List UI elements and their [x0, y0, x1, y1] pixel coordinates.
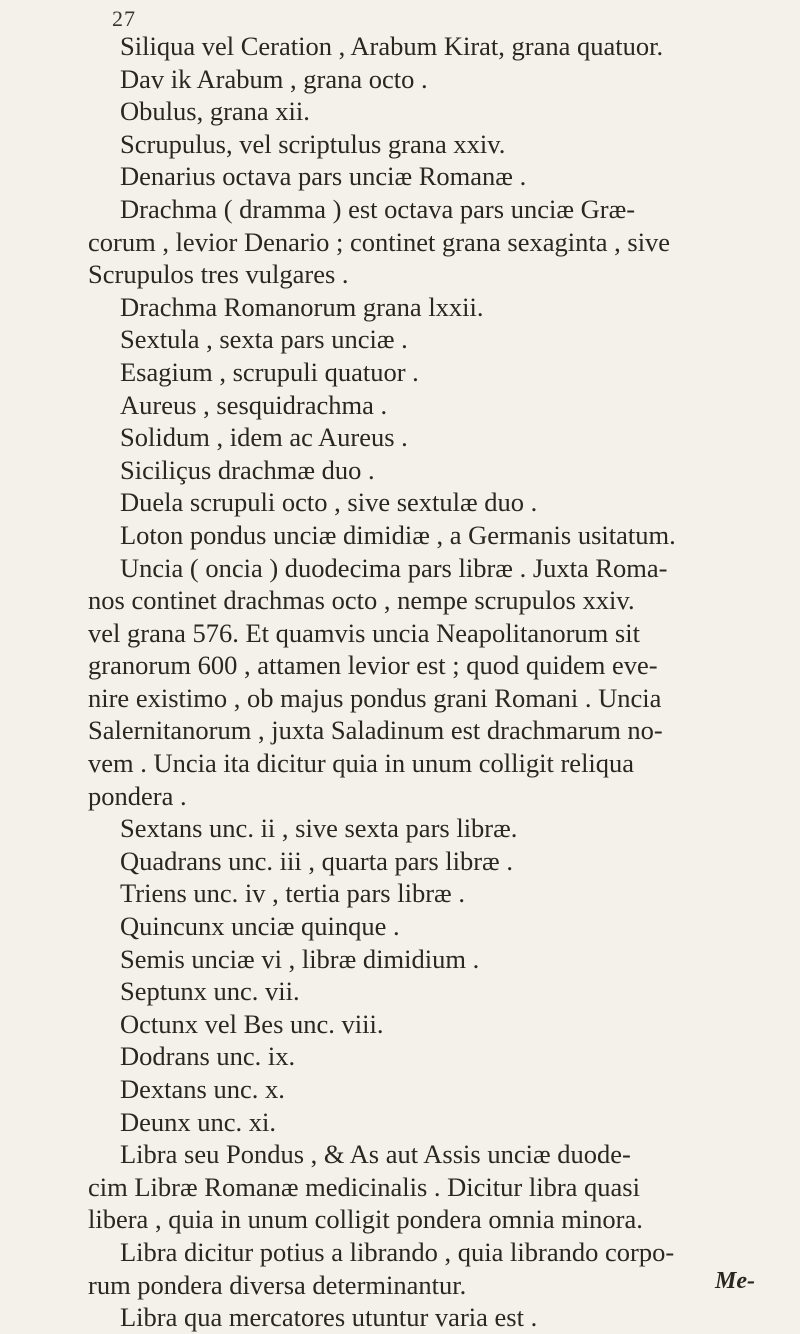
text-line: Dav ik Arabum , grana octo .	[120, 63, 428, 94]
text-line: Libra qua mercatores utuntur varia est .	[120, 1302, 538, 1333]
text-line: Siliqua vel Ceration , Arabum Kirat, grana quatuor.	[120, 31, 664, 61]
text-line: corum , levior Denario ; continet grana sexaginta , sive	[88, 226, 671, 257]
text-line: Dodrans unc. ix.	[120, 1041, 296, 1072]
text-line: pondera .	[88, 780, 187, 811]
text-line: Solidum , idem ac Aureus .	[120, 422, 408, 453]
text-line: Sextula , sexta pars unciæ .	[120, 324, 408, 355]
text-line: Sextans unc. ii , sive sexta pars libræ.	[120, 813, 518, 844]
text-line: Libra seu Pondus , & As aut Assis unciæ duode-	[120, 1139, 631, 1170]
page-number: 27	[112, 6, 136, 31]
text-line: nos continet drachmas octo , nempe scrupulos xxiv.	[88, 585, 635, 616]
text-line: Semis unciæ vi , libræ dimidium .	[120, 943, 480, 974]
text-line: Quincunx unciæ quinque .	[120, 911, 400, 942]
text-line: Quadrans unc. iii , quarta pars libræ .	[120, 845, 513, 876]
text-line: Scrupulos tres vulgares .	[88, 259, 349, 290]
text-body	[88, 30, 760, 1334]
text-line: Siciliçus drachmæ duo .	[120, 454, 375, 485]
text-line: Obulus, grana xii.	[120, 96, 310, 127]
text-line: Esagium , scrupuli quatuor .	[120, 356, 419, 387]
text-line: Uncia ( oncia ) duodecima pars libræ . Juxta Roma-	[120, 552, 668, 583]
text-line: cim Libræ Romanæ medicinalis . Dicitur libra quasi	[88, 1171, 640, 1202]
text-line: rum pondera diversa determinantur.	[88, 1269, 467, 1300]
text-line: Drachma ( dramma ) est octava pars unciæ Græ-	[120, 193, 636, 224]
text-line: Aureus , sesquidrachma .	[120, 389, 388, 420]
text-line: Scrupulus, vel scriptulus grana xxiv.	[120, 128, 506, 159]
text-line: Drachma Romanorum grana lxxii.	[120, 291, 484, 322]
text-line: Deunx unc. xi.	[120, 1106, 277, 1137]
text-line: Salernitanorum , juxta Saladinum est drachmarum no-	[88, 715, 663, 746]
catchword: Me-	[715, 1268, 755, 1294]
text-line: Denarius octava pars unciæ Romanæ .	[120, 161, 527, 192]
text-line: Libra dicitur potius a librando , quia librando corpo-	[120, 1236, 675, 1267]
text-line: libera , quia in unum colligit pondera omnia minora.	[88, 1204, 643, 1235]
text-line: Triens unc. iv , tertia pars libræ .	[120, 878, 465, 909]
text-line: Septunx unc. vii.	[120, 976, 300, 1007]
text-line: Octunx vel Bes unc. viii.	[120, 1008, 384, 1039]
text-line: granorum 600 , attamen levior est ; quod quidem eve-	[88, 650, 658, 681]
text-line: nire existimo , ob majus pondus grani Romani . Uncia	[88, 682, 662, 713]
text-line: Loton pondus unciæ dimidiæ , a Germanis usitatum.	[120, 519, 676, 550]
text-line: Dextans unc. x.	[120, 1074, 285, 1104]
text-line: vem . Uncia ita dicitur quia in unum colligit reliqua	[88, 748, 635, 779]
text-line: Duela scrupuli octo , sive sextulæ duo .	[120, 487, 538, 518]
text-line: vel grana 576. Et quamvis uncia Neapolitanorum sit	[88, 617, 640, 648]
